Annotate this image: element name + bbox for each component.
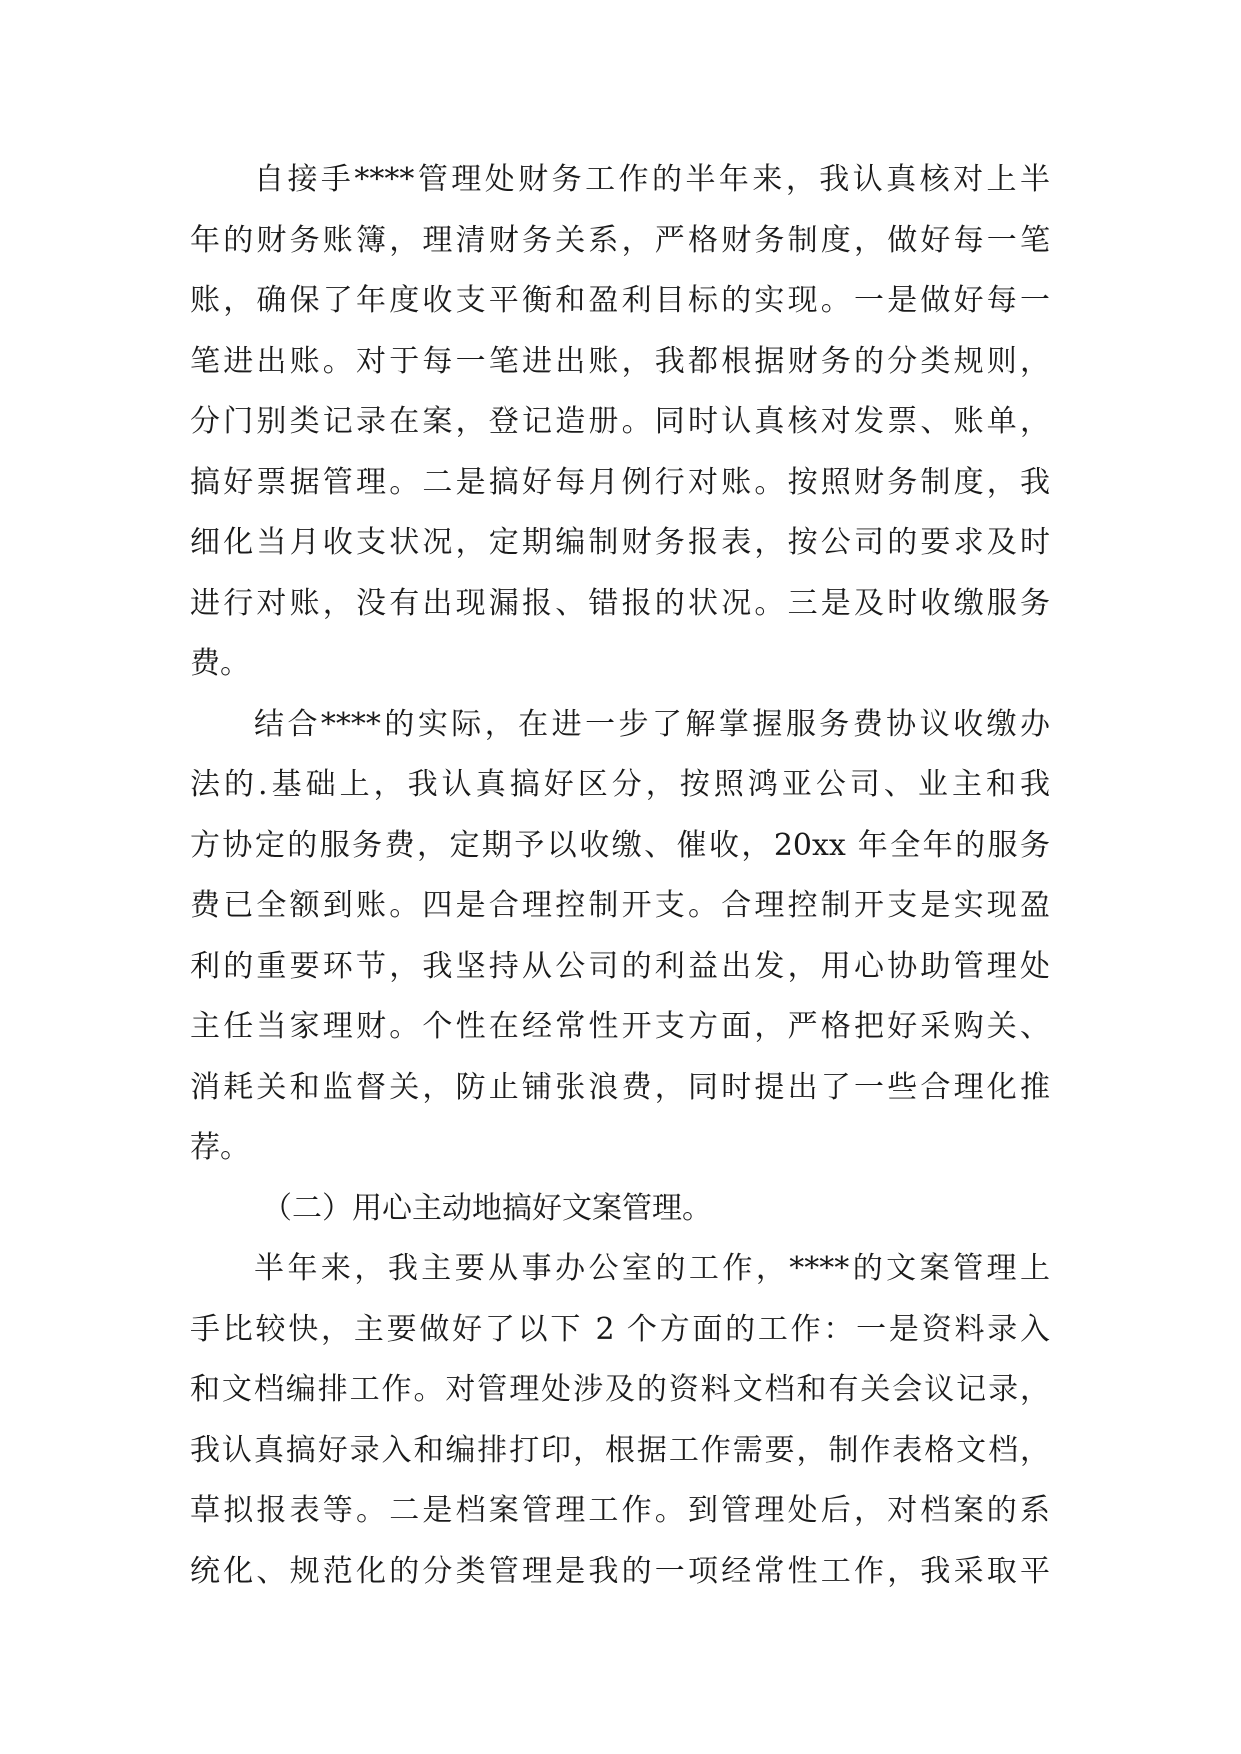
paragraph-line: 和文档编排工作。对管理处涉及的资料文档和有关会议记录， (190, 1372, 1050, 1407)
paragraph-line: 年的财务账簿，理清财务关系，严格财务制度，做好每一笔 (190, 222, 1050, 258)
paragraph-line: 账，确保了年度收支平衡和盈利目标的实现。一是做好每一 (190, 283, 1050, 318)
paragraph-line: 笔进出账。对于每一笔进出账，我都根据财务的分类规则， (190, 343, 1050, 379)
paragraph-line: 消耗关和监督关，防止铺张浪费，同时提出了一些合理化推 (190, 1069, 1050, 1105)
paragraph-line: 主任当家理财。个性在经常性开支方面，严格把好采购关、 (190, 1009, 1050, 1044)
paragraph-line: 结合****的实际，在进一步了解掌握服务费协议收缴办 (254, 706, 1050, 742)
paragraph-line: 自接手****管理处财务工作的半年来，我认真核对上半 (254, 162, 1050, 197)
paragraph-line: 荐。 (190, 1130, 250, 1165)
section-heading: （二）用心主动地搞好文案管理。 (262, 1190, 712, 1226)
paragraph-line: 细化当月收支状况，定期编制财务报表，按公司的要求及时 (190, 525, 1050, 560)
paragraph-line: 法的.基础上，我认真搞好区分，按照鸿亚公司、业主和我 (190, 767, 1050, 802)
paragraph-line: 手比较快，主要做好了以下 2 个方面的工作：一是资料录入 (190, 1311, 1050, 1347)
paragraph-line: 费已全额到账。四是合理控制开支。合理控制开支是实现盈 (190, 888, 1050, 923)
paragraph-line: 我认真搞好录入和编排打印，根据工作需要，制作表格文档， (190, 1432, 1050, 1468)
paragraph-line: 利的重要环节，我坚持从公司的利益出发，用心协助管理处 (190, 948, 1050, 984)
document-body (190, 150, 1050, 1602)
paragraph-line: 搞好票据管理。二是搞好每月例行对账。按照财务制度，我 (190, 464, 1050, 500)
paragraph-line: 统化、规范化的分类管理是我的一项经常性工作，我采取平 (190, 1553, 1050, 1589)
paragraph-line: 费。 (190, 646, 250, 681)
paragraph-line: 草拟报表等。二是档案管理工作。到管理处后，对档案的系 (190, 1493, 1050, 1528)
paragraph-line: 方协定的服务费，定期予以收缴、催收，20xx 年全年的服务 (190, 827, 1050, 863)
paragraph-line: 进行对账，没有出现漏报、错报的状况。三是及时收缴服务 (190, 585, 1050, 621)
paragraph-line: 半年来，我主要从事办公室的工作，****的文案管理上 (254, 1251, 1050, 1286)
paragraph-line: 分门别类记录在案，登记造册。同时认真核对发票、账单， (190, 404, 1050, 439)
